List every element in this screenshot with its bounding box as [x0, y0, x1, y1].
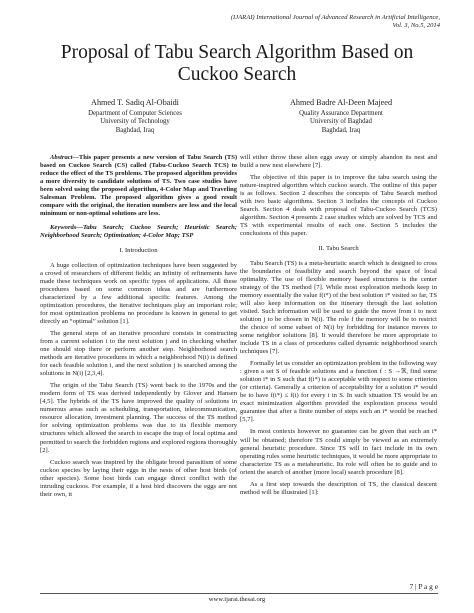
- intro-paragraph-1: A huge collection of optimization techniques have been suggested by a crowd of researchers of different fields; an infinity of refinements have made these techniques work on specific types of applications. All these procedures based on some common ideas and are furthermore characterized by a few additional specific features. Among the optimization procedures, the iterative techniques play an important role; for most optimization problems no procedure is known in general to get directly an “optimal” solution [1].: [40, 261, 237, 325]
- intro-paragraph-4-cont: will either throw these alien eggs away or simply abandon its nest and build a new nest elsewhere [7].: [240, 154, 437, 170]
- journal-line-1: (IJARAI) International Journal of Advanced Research in Artificial Intelligence,: [230, 14, 440, 21]
- author-1-name: Ahmed T. Sadiq Al-Obaidi: [91, 98, 179, 107]
- author-1-dept: Department of Computer Sciences: [88, 109, 182, 117]
- section-heading-tabu-search: II. Tabu Search: [318, 245, 359, 253]
- abstract-label: Abstract: [50, 154, 73, 161]
- footer-url: www.ijarai.thesai.org: [208, 596, 266, 603]
- journal-line-2: Vol. 3, No.5, 2014: [392, 21, 440, 29]
- author-2: [246, 99, 436, 135]
- intro-paragraph-3: The origin of the Tabu Search (TS) went back to the 1970s and the modern form of TS was derived independently by Glover and Hansen [4,5]. The hybrids of the TS have improved the quality of solutions in numerous areas such as scheduling, transportation, telecommunication, resource allocation, investment planning. The success of the TS method for solving optimization problems was due to its flexible memory structures which allowed the search to escape the trap of local optima and permitted to search the forbidden regions and explored regions thoroughly [2].: [40, 382, 237, 454]
- intro-paragraph-4: Cuckoo search was inspired by the obligate brood parasitism of some cuckoo species by laying their eggs in the nests of other host birds (of other species). Some host birds can engage direct conflict with the intruding cuckoos. For example, if a host bird discovers the eggs are not their own, it: [40, 458, 237, 498]
- author-1-city: Baghdad, Iraq: [115, 126, 155, 134]
- ts-paragraph-4: As a first step towards the description of TS, the classical descent method will be illustrated [1]:: [240, 480, 437, 496]
- abstract-text: —This paper presents a new version of Tabu Search (TS) based on Cuckoo Search (CS) called (Tabu-Cuckoo Search TCS) to reduce the effect of the TS problems. The proposed algorithm provides a more diversity to candidate solutions of TS. Two case studies have been solved using the proposed algorithm, 4-Color Map and Traveling Salesman Problem. The proposed algorithm gives a good result compare with the original, the iteration numbers are less and the local minimum or non-optimal solutions are less.: [40, 154, 237, 218]
- footer-rule: [40, 593, 438, 594]
- intro-paragraph-2: The general steps of an iterative procedure consists in constructing from a current solution i to the next solution j and in checking whether one should stop there or perform another step. Neighborhood search methods are iterative procedures in which a neighborhood N(i) is defined for each feasible solution i, and the next solution j is searched among the solutions in N(i) [2,3,4].: [40, 329, 237, 378]
- abstract: [40, 154, 237, 218]
- ts-paragraph-1: Tabu Search (TS) is a meta-heuristic search which is designed to cross the boundaries of feasibility and search beyond the space of local optimality. The use of flexible memory based structures is the center strategy of the TS method [7]. While most exploration methods keep in memory essentially the value f(i*) of the best solution i* visited so far, TS will also keep information on the itinerary through the last solution visited. Such information will be used to guide the move from i to next solution j to be chosen in N(i). The role f the memory will be to restrict the choice of some subset of N(i) by forbidding for instance moves to some neighbor solutions [8]. It would therefore be more appropriate to include TS in a class of procedures called dynamic neighborhood search techniques [7].: [240, 259, 437, 356]
- author-2-city: Baghdad, Iraq: [321, 126, 361, 134]
- author-2-univ: University of Baghdad: [310, 118, 372, 126]
- intro-paragraph-5: The objective of this paper is to improve the tabu search using the nature-inspired algorithm which cuckoo search. The outline of this paper is as follows. Section 2 describes the concepts of Tabu Search method with two basic algorithms. Section 3 includes the concepts of Cuckoo Search. Section 4 deals with proposal of Tabu-Cuckoo Search (TCS) algorithm. Section 4 presents 2 case studies which are solved by TCS and TS with experimental results of each one. Section 5 includes the conclusions of this paper.: [240, 174, 437, 238]
- author-1: [40, 99, 230, 135]
- keywords: Keywords—Tabu Search; Cuckoo Search; Heuristic Search; Neighborhood Search; Optimization; 4-Color Map; TSP: [40, 224, 237, 240]
- journal-header: [140, 14, 440, 29]
- author-2-dept: Quality Assurance Department: [299, 109, 383, 117]
- author-1-univ: University of Technology: [100, 118, 170, 126]
- right-column: [240, 154, 437, 501]
- author-2-name: Ahmed Badre Al-Deen Majeed: [289, 98, 393, 107]
- left-column: [40, 154, 237, 503]
- ts-paragraph-3: In most contexts however no guarantee can be given that such an i* will be obtained; therefore TS could simply be viewed as an extremely general heuristic procedure. Since TS will in fact include in its own operating rules some heuristic techniques, it would be more appropriate to characterize TS as a metaheuristic. Its role will often be to guide and to orient the search of another (more local) search procedure [8].: [240, 428, 437, 476]
- ts-paragraph-2: Formally let us consider an optimization problem in the following way : given a set S of feasible solutions and a function f : S →ℜ, find some solution i* in S such that f(i*) is acceptable with respect to some criterion (or criteria). Generally a criterion of acceptability for a solution i* would be to have f(i*) ≤ f(i) for every i in S. In such situation TS would be an exact minimization algorithm provided the exploration process would guarantee that after a finite number of steps such an i* would be reached [5,7].: [240, 360, 437, 424]
- paper-title: Proposal of Tabu Search Algorithm Based on Cuckoo Search: [60, 42, 414, 85]
- section-heading-introduction: I. Introduction: [119, 247, 158, 255]
- page-number: 7 | P a g e: [409, 582, 438, 591]
